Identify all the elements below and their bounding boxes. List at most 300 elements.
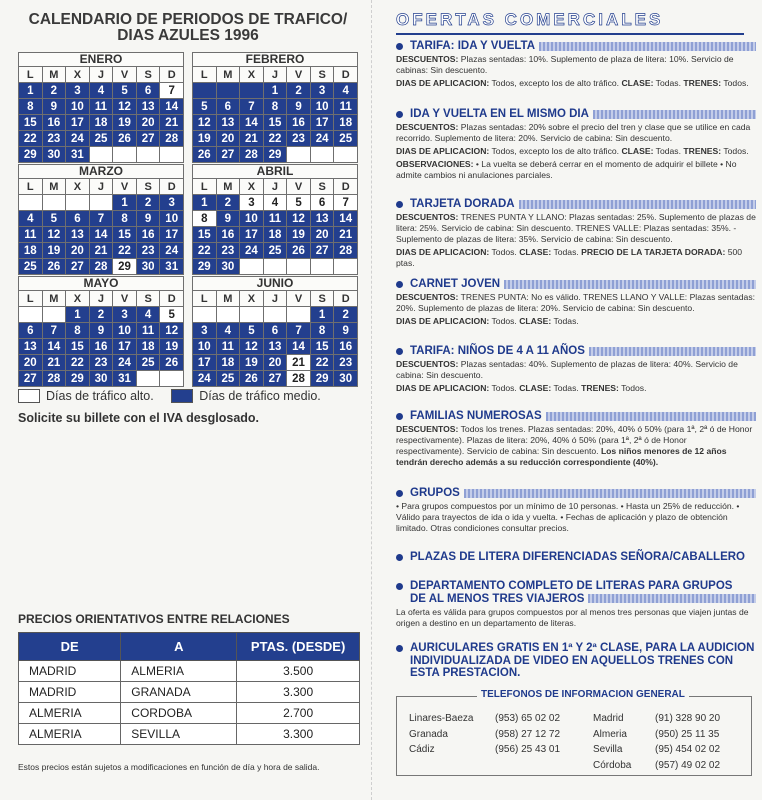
month-name: MARZO: [18, 164, 184, 178]
day-cell: 2: [287, 83, 311, 99]
day-cell: 23: [217, 243, 241, 259]
offer-line: [396, 122, 756, 144]
weekday-header: J: [264, 291, 288, 307]
section-bar: [519, 200, 756, 209]
offer-field-text: Todos.: [618, 383, 647, 393]
day-cell: 5: [287, 195, 311, 211]
day-cell: 17: [240, 227, 264, 243]
day-cell: 15: [19, 115, 43, 131]
day-cell: 21: [90, 243, 114, 259]
legend-medium: [171, 389, 321, 403]
day-cell: 7: [240, 99, 264, 115]
offer-field-text: Plazas sentadas: 20% sobre el precio del tren y clase que se utilice en cada recorrido. Suplemento de litera: 20%. Servicio de cabina: Sin descuento.: [396, 122, 751, 143]
day-cell: 19: [287, 227, 311, 243]
weekday-header: D: [160, 67, 184, 83]
to-city: SEVILLA: [121, 724, 237, 745]
dept-line2: DE AL MENOS TRES VIAJEROS: [410, 592, 585, 605]
weekday-header: V: [113, 291, 137, 307]
day-cell: 13: [264, 339, 288, 355]
offer-field-label: CLASE:: [621, 146, 654, 156]
day-cell: 26: [193, 147, 217, 163]
offers-rule: [396, 33, 744, 35]
bullet-icon: [396, 201, 403, 208]
day-cell: 24: [240, 243, 264, 259]
phone-number: (953) 65 02 02: [495, 713, 561, 724]
from-city: ALMERIA: [19, 724, 121, 745]
day-cell: 2: [43, 83, 67, 99]
weekday-header: D: [160, 291, 184, 307]
weekday-header: J: [90, 179, 114, 195]
offer-section: [396, 108, 756, 181]
offer-title-text: PLAZAS DE LITERA DIFERENCIADAS SEÑORA/CABALLERO: [410, 551, 745, 563]
offer-auriculares-title: [396, 642, 756, 680]
day-cell: 7: [90, 211, 114, 227]
month-febrero: [192, 52, 358, 163]
to-city: ALMERIA: [121, 661, 237, 682]
offer-title-text: TARIFA: IDA Y VUELTA: [410, 40, 536, 52]
day-cell: 20: [311, 227, 335, 243]
day-cell: 11: [264, 211, 288, 227]
day-cell: 9: [217, 211, 241, 227]
calendar-title-line2: DIAS AZULES 1996: [117, 27, 259, 44]
section-bar: [593, 110, 756, 119]
day-cell: 6: [137, 83, 161, 99]
day-cell: 29: [113, 259, 137, 275]
day-cell: 24: [193, 371, 217, 387]
weekday-header: M: [217, 67, 241, 83]
offer-line: [396, 54, 756, 76]
day-cell: 25: [334, 131, 358, 147]
day-cell: 28: [240, 147, 264, 163]
calendar-panel: [0, 0, 372, 800]
offer-field-text: Todos, excepto los de alto tráfico.: [489, 78, 622, 88]
offer-title-text: GRUPOS: [410, 487, 460, 499]
weekday-header: V: [113, 179, 137, 195]
day-cell: 6: [217, 99, 241, 115]
day-cell: 5: [193, 99, 217, 115]
day-cell: 25: [217, 371, 241, 387]
offer-field-text: TRENES PUNTA Y LLANO: Plazas sentadas: 25%. Suplemento de plazas de litera: 25%. Servicio de cabina: Sin descuento. TRENES VALLE: Plazas sentadas: 35%. - Suplemento de plazas de litera: 35%. Servicio de cabina: Sin descuento.: [396, 212, 756, 244]
offer-field-label: OBSERVACIONES:: [396, 159, 474, 169]
day-cell: 27: [264, 371, 288, 387]
day-cell: 12: [113, 99, 137, 115]
empty-day-cell: [193, 83, 217, 99]
empty-day-cell: [137, 371, 161, 387]
offer-field-label: DIAS DE APLICACION:: [396, 146, 490, 156]
month-marzo: [18, 164, 184, 275]
empty-day-cell: [287, 307, 311, 323]
offer-section: [396, 40, 756, 89]
day-cell: 4: [264, 195, 288, 211]
day-cell: 6: [311, 195, 335, 211]
day-cell: 15: [264, 115, 288, 131]
empty-day-cell: [240, 259, 264, 275]
empty-day-cell: [90, 195, 114, 211]
legend: [18, 389, 335, 406]
day-cell: 19: [160, 339, 184, 355]
empty-day-cell: [137, 147, 161, 163]
day-cell: 10: [193, 339, 217, 355]
day-cell: 5: [240, 323, 264, 339]
weekday-header: X: [240, 291, 264, 307]
day-cell: 1: [113, 195, 137, 211]
empty-day-cell: [66, 195, 90, 211]
day-cell: 18: [137, 339, 161, 355]
day-cell: 31: [113, 371, 137, 387]
day-cell: 10: [240, 211, 264, 227]
offer-field-label: DESCUENTOS:: [396, 122, 459, 132]
day-cell: 18: [19, 243, 43, 259]
day-cell: 23: [90, 355, 114, 371]
day-cell: 13: [311, 211, 335, 227]
price: 3.500: [237, 661, 360, 682]
empty-day-cell: [240, 307, 264, 323]
day-cell: 10: [66, 99, 90, 115]
empty-day-cell: [334, 259, 358, 275]
header-ptas: PTAS. (DESDE): [237, 633, 360, 661]
offer-title: [396, 345, 756, 357]
day-cell: 24: [66, 131, 90, 147]
weekday-header: X: [66, 179, 90, 195]
calendar-title-line1: CALENDARIO DE PERIODOS DE TRAFICO/: [28, 11, 348, 28]
offer-departamento-title: [396, 580, 756, 605]
day-cell: 23: [287, 131, 311, 147]
empty-day-cell: [311, 147, 335, 163]
month-abril: [192, 164, 358, 275]
offer-field-label: TRENES:: [581, 383, 619, 393]
offer-field-label: DESCUENTOS:: [396, 212, 459, 222]
weekday-header: D: [334, 291, 358, 307]
day-cell: 23: [334, 355, 358, 371]
day-cell: 30: [137, 259, 161, 275]
phones-right-cities: [593, 711, 631, 773]
month-mayo: [18, 276, 184, 387]
month-name: JUNIO: [192, 276, 358, 290]
day-cell: 13: [19, 339, 43, 355]
phones-box: [396, 689, 752, 776]
day-cell: 14: [287, 339, 311, 355]
weekday-header: L: [193, 179, 217, 195]
offer-line: [396, 501, 756, 534]
day-cell: 29: [66, 371, 90, 387]
offer-field-text: • Para grupos compuestos por un mínimo de 10 personas. • Hasta un 25% de reducción. • Válido para trayectos de ida o ida y vuelta. • Fechas de aplicación y plazo de obtención limitado. Otras condiciones consultar precios.: [396, 501, 740, 533]
day-cell: 3: [113, 307, 137, 323]
day-cell: 8: [193, 211, 217, 227]
empty-day-cell: [160, 371, 184, 387]
month-name: ABRIL: [192, 164, 358, 178]
day-cell: 20: [19, 355, 43, 371]
weekday-header: V: [287, 179, 311, 195]
offer-field-text: Todos, excepto los de alto tráfico.: [489, 146, 622, 156]
day-cell: 13: [137, 99, 161, 115]
day-cell: 18: [217, 355, 241, 371]
offer-line: [396, 247, 756, 269]
empty-day-cell: [19, 195, 43, 211]
day-cell: 6: [264, 323, 288, 339]
bullet-icon: [396, 413, 403, 420]
day-cell: 22: [66, 355, 90, 371]
prices-body: [19, 661, 360, 745]
offer-line: [396, 212, 756, 245]
day-cell: 27: [66, 259, 90, 275]
phone-number: (957) 49 02 02: [655, 759, 721, 771]
price: 3.300: [237, 724, 360, 745]
day-cell: 8: [311, 323, 335, 339]
offer-field-label: CLASE:: [621, 78, 654, 88]
offer-field-label: TRENES:: [683, 78, 722, 88]
weekday-header: S: [137, 67, 161, 83]
phone-city: Madrid: [593, 713, 624, 724]
calendar-title: [18, 12, 358, 44]
day-cell: 1: [193, 195, 217, 211]
offer-field-label: DIAS DE APLICACION:: [396, 78, 490, 88]
day-cell: 4: [90, 83, 114, 99]
day-cell: 26: [160, 355, 184, 371]
legend-high: [18, 389, 154, 403]
day-cell: 30: [334, 371, 358, 387]
offer-line: [396, 424, 756, 468]
offer-line: [396, 292, 756, 314]
bullet-icon: [396, 111, 403, 118]
empty-day-cell: [240, 83, 264, 99]
offer-section: [396, 410, 756, 468]
day-cell: 21: [287, 355, 311, 371]
day-cell: 4: [137, 307, 161, 323]
bullet-icon: [396, 554, 403, 561]
day-cell: 11: [90, 99, 114, 115]
offer-field-label: DESCUENTOS:: [396, 424, 459, 434]
offer-title: [396, 40, 756, 52]
day-cell: 9: [334, 323, 358, 339]
empty-day-cell: [217, 307, 241, 323]
header-a: A: [121, 633, 237, 661]
day-cell: 15: [66, 339, 90, 355]
prices-table: [18, 632, 360, 745]
weekday-header: M: [217, 291, 241, 307]
day-cell: 3: [240, 195, 264, 211]
weekday-header: X: [240, 67, 264, 83]
weekday-header: S: [311, 291, 335, 307]
day-cell: 17: [193, 355, 217, 371]
weekday-header: V: [287, 291, 311, 307]
day-cell: 9: [287, 99, 311, 115]
weekday-header: M: [43, 291, 67, 307]
day-cell: 24: [113, 355, 137, 371]
day-cell: 12: [43, 227, 67, 243]
offer-field-text: Todos.: [489, 247, 520, 257]
empty-day-cell: [264, 307, 288, 323]
day-cell: 29: [19, 147, 43, 163]
dept-line1: DEPARTAMENTO COMPLETO DE LITERAS PARA GRUPOS: [410, 580, 733, 592]
offer-field-label: DESCUENTOS:: [396, 359, 459, 369]
day-cell: 16: [43, 115, 67, 131]
day-cell: 22: [19, 131, 43, 147]
day-cell: 28: [334, 243, 358, 259]
offer-title: [396, 487, 756, 499]
empty-day-cell: [113, 147, 137, 163]
offer-line: [396, 383, 756, 394]
month-grid: [18, 66, 184, 163]
day-cell: 3: [160, 195, 184, 211]
bullet-icon: [396, 281, 403, 288]
offer-field-text: Todas.: [653, 78, 684, 88]
day-cell: 17: [66, 115, 90, 131]
phone-city: Granada: [409, 728, 448, 740]
day-cell: 16: [90, 339, 114, 355]
offer-field-label: CLASE:: [519, 247, 552, 257]
empty-day-cell: [43, 195, 67, 211]
offer-title-text: TARJETA DORADA: [410, 198, 515, 210]
day-cell: 1: [19, 83, 43, 99]
day-cell: 17: [113, 339, 137, 355]
day-cell: 12: [160, 323, 184, 339]
offer-field-label: DIAS DE APLICACION:: [396, 383, 490, 393]
month-name: MAYO: [18, 276, 184, 290]
weekday-header: L: [193, 291, 217, 307]
day-cell: 3: [66, 83, 90, 99]
offer-title-text: CARNET JOVEN: [410, 278, 501, 290]
weekday-header: V: [287, 67, 311, 83]
weekday-header: D: [334, 179, 358, 195]
section-bar: [504, 280, 756, 289]
day-cell: 25: [19, 259, 43, 275]
day-cell: 22: [264, 131, 288, 147]
day-cell: 27: [137, 131, 161, 147]
auric-line2: INDIVIDUALIZADA DE VIDEO EN AQUELLOS TRENES CON: [410, 654, 734, 667]
day-cell: 10: [311, 99, 335, 115]
offer-title-text: IDA Y VUELTA EN EL MISMO DIA: [410, 108, 589, 120]
offer-title-text: TARIFA: NIÑOS DE 4 A 11 AÑOS: [410, 345, 585, 357]
phone-number: (958) 27 12 72: [495, 728, 561, 740]
bullet-icon: [396, 348, 403, 355]
day-cell: 3: [311, 83, 335, 99]
offer-field-text: Plazas sentadas: 40%. Suplemento de plazas de litera: 40%. Servicio de cabina: Sin descuento.: [396, 359, 738, 380]
day-cell: 22: [113, 243, 137, 259]
day-cell: 28: [160, 131, 184, 147]
day-cell: 31: [66, 147, 90, 163]
offer-line: [396, 359, 756, 381]
white-swatch: [18, 389, 40, 403]
phones-title: TELEFONOS DE INFORMACION GENERAL: [477, 689, 689, 700]
phone-number: (95) 454 02 02: [655, 744, 721, 755]
day-cell: 4: [19, 211, 43, 227]
empty-day-cell: [264, 259, 288, 275]
offer-field-text: Todos.: [721, 78, 749, 88]
prices-title: PRECIOS ORIENTATIVOS ENTRE RELACIONES: [18, 612, 290, 626]
day-cell: 19: [240, 355, 264, 371]
offer-line: [396, 159, 756, 181]
day-cell: 28: [43, 371, 67, 387]
offer-field-text: Todas.: [551, 247, 582, 257]
offer-field-text: Todos los trenes. Plazas sentadas: 20%, 40% ó 50% (para 1ª, 2ª ó de Honor respectivamente). Plazas de litera: 20%, 40% ó 50% (para 1ª, 2ª ó de Honor respectivamente). Servicio de cabina: Sin descuento.: [396, 424, 753, 456]
weekday-header: V: [113, 67, 137, 83]
day-cell: 11: [19, 227, 43, 243]
day-cell: 5: [43, 211, 67, 227]
day-cell: 14: [160, 99, 184, 115]
day-cell: 16: [287, 115, 311, 131]
day-cell: 21: [240, 131, 264, 147]
day-cell: 3: [193, 323, 217, 339]
phone-city: Sevilla: [593, 744, 623, 755]
offer-field-text: Todas.: [653, 146, 684, 156]
day-cell: 11: [334, 99, 358, 115]
phones-left-cities: [409, 711, 473, 758]
weekday-header: L: [19, 291, 43, 307]
offer-field-text: Todas.: [551, 383, 582, 393]
day-cell: 26: [240, 371, 264, 387]
offer-title-text: FAMILIAS NUMEROSAS: [410, 410, 542, 422]
day-cell: 9: [43, 99, 67, 115]
day-cell: 27: [19, 371, 43, 387]
bullet-icon: [396, 583, 403, 590]
offer-field-label: DESCUENTOS:: [396, 54, 459, 64]
day-cell: 8: [19, 99, 43, 115]
day-cell: 2: [217, 195, 241, 211]
empty-day-cell: [334, 147, 358, 163]
weekday-header: X: [66, 67, 90, 83]
day-cell: 17: [311, 115, 335, 131]
day-cell: 1: [264, 83, 288, 99]
weekday-header: J: [90, 291, 114, 307]
day-cell: 8: [66, 323, 90, 339]
dept-text: La oferta es válida para grupos compuestos por al menos tres personas que viajen juntas de origen a destino en un departamento de literas.: [396, 607, 749, 628]
day-cell: 29: [264, 147, 288, 163]
day-cell: 28: [90, 259, 114, 275]
day-cell: 28: [287, 371, 311, 387]
day-cell: 21: [334, 227, 358, 243]
day-cell: 16: [217, 227, 241, 243]
day-cell: 20: [217, 131, 241, 147]
month-grid: [192, 178, 358, 275]
empty-day-cell: [193, 307, 217, 323]
day-cell: 12: [240, 339, 264, 355]
phone-number: (956) 25 43 01: [495, 744, 561, 755]
offer-field-text: Todos.: [489, 383, 520, 393]
day-cell: 30: [43, 147, 67, 163]
empty-day-cell: [287, 259, 311, 275]
section-bar: [589, 347, 756, 356]
offer-line: [396, 78, 756, 89]
offer-section: [396, 487, 756, 534]
day-cell: 22: [193, 243, 217, 259]
day-cell: 15: [113, 227, 137, 243]
prices-header-row: [19, 633, 360, 661]
day-cell: 7: [334, 195, 358, 211]
day-cell: 23: [43, 131, 67, 147]
day-cell: 11: [217, 339, 241, 355]
day-cell: 14: [240, 115, 264, 131]
month-name: FEBRERO: [192, 52, 358, 66]
section-bar: [539, 42, 756, 51]
day-cell: 19: [193, 131, 217, 147]
bullet-icon: [396, 43, 403, 50]
phone-city: Cádiz: [409, 744, 435, 755]
month-junio: [192, 276, 358, 387]
phone-city: Almeria: [593, 728, 627, 740]
month-grid: [18, 178, 184, 275]
weekday-header: S: [311, 179, 335, 195]
day-cell: 21: [160, 115, 184, 131]
empty-day-cell: [287, 147, 311, 163]
offer-field-label: Los niños menores de 12 años tendrán derecho además a su reducción correspondiente (40%).: [396, 446, 727, 467]
weekday-header: M: [43, 179, 67, 195]
day-cell: 15: [311, 339, 335, 355]
weekday-header: J: [264, 179, 288, 195]
offer-title: [396, 198, 756, 210]
day-cell: 12: [193, 115, 217, 131]
weekday-header: L: [193, 67, 217, 83]
weekday-header: S: [137, 291, 161, 307]
